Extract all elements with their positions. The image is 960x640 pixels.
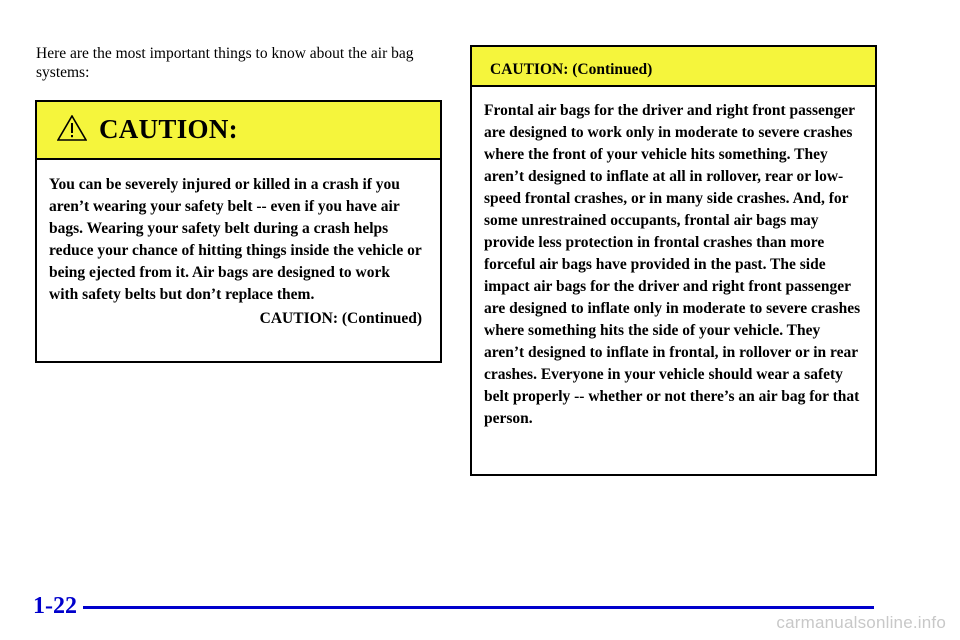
footer-rule — [83, 606, 874, 609]
warning-triangle-icon — [57, 115, 87, 141]
caution-continued-label: CAUTION: (Continued) — [259, 310, 422, 327]
caution-continued-header — [472, 47, 875, 87]
caution-body — [37, 160, 440, 330]
caution-continued-body: Frontal air bags for the driver and right front passenger are designed to work only in moderate to severe crashes where the front of your vehicle hits something. They aren’t designed to inflate at all in rollover, rear or low-speed frontal crashes, or in many side crashes. And, for some unrestrained occupants, frontal air bags may provide less protection in frontal crashes than more forceful air bags have provided in the past. The side impact air bags for the driver and right front passenger are designed to inflate only in moderate to severe crashes where something hits the side of your vehicle. They aren’t designed to inflate in frontal, in rollover or in rear crashes. Everyone in your vehicle should wear a safety belt properly -- whether or not there’s an air bag for that person. — [484, 102, 861, 427]
page-number: 1-22 — [33, 593, 77, 619]
intro-text: Here are the most important things to know about the air bag systems: — [36, 45, 414, 81]
caution-header — [37, 102, 440, 160]
watermark: carmanualsonline.info — [776, 613, 946, 632]
caution-title: CAUTION: — [99, 114, 238, 144]
caution-box-primary — [35, 100, 442, 363]
caution-body-text: You can be severely injured or killed in a crash if you aren’t wearing your safety belt -- even if you have air bags. Wearing your safety belt during a crash helps reduce your chance of hitting things inside the vehicle or being ejected from it. Air bags are designed to work with safety belts but don’t replace them. — [49, 176, 422, 303]
caution-continued-title: CAUTION: (Continued) — [490, 61, 653, 78]
caution-box-continued — [470, 45, 877, 476]
